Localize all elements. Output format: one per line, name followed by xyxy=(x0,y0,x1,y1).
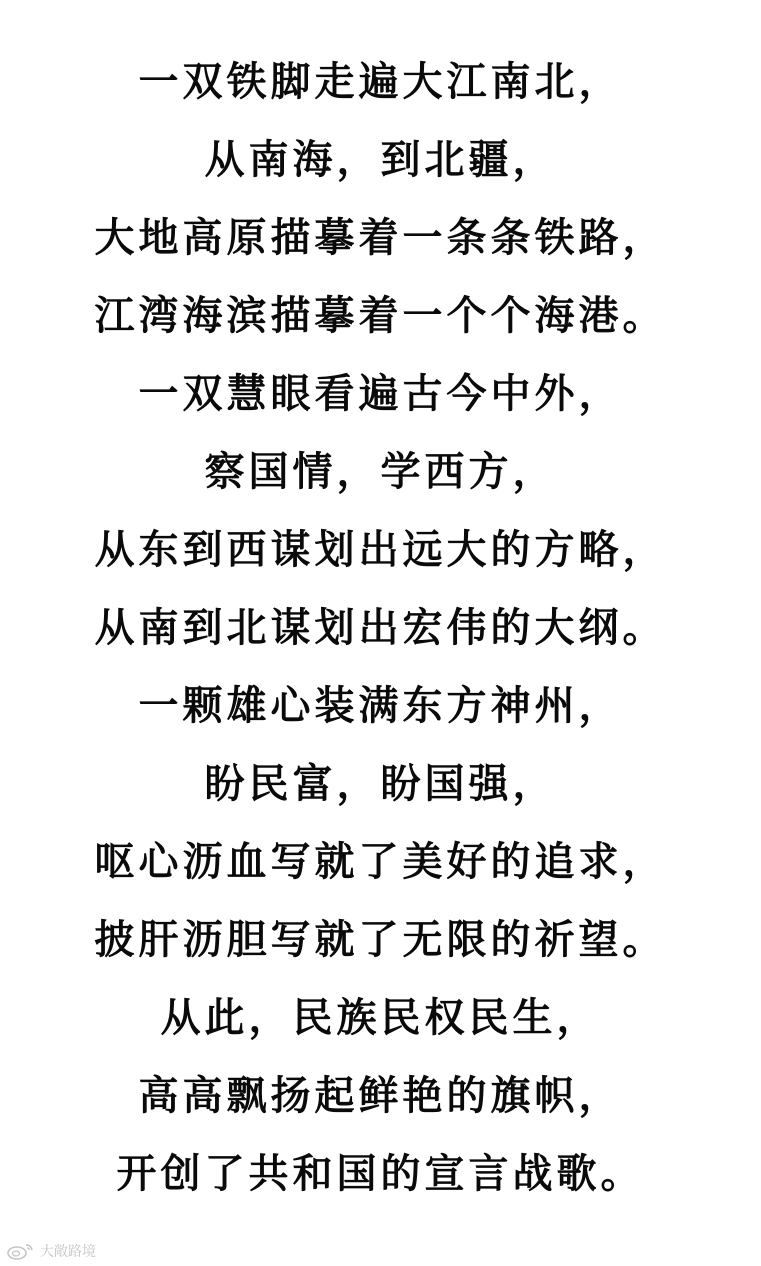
poem-line: 从南海，到北疆， xyxy=(204,136,557,183)
poem-line: 一双慧眼看遍古今中外， xyxy=(138,370,623,417)
poem-line: 从东到西谋划出远大的方略， xyxy=(94,526,667,573)
watermark xyxy=(6,1240,96,1262)
poem-line: 大地高原描摹着一条条铁路， xyxy=(94,214,667,261)
poem-line: 从南到北谋划出宏伟的大纲。 xyxy=(94,604,667,651)
poem-line: 一颗雄心装满东方神州， xyxy=(138,682,623,729)
weibo-logo-icon xyxy=(6,1242,36,1260)
poem-line: 察国情，学西方， xyxy=(204,448,557,495)
poem-line: 高高飘扬起鲜艳的旗帜， xyxy=(138,1072,623,1119)
watermark-text: 大敞路境 xyxy=(40,1244,96,1260)
poem-line: 披肝沥胆写就了无限的祈望。 xyxy=(94,916,667,963)
poem-line: 开创了共和国的宣言战歌。 xyxy=(116,1150,645,1197)
poem-line: 呕心沥血写就了美好的追求， xyxy=(94,838,667,885)
poem-line: 盼民富，盼国强， xyxy=(204,760,557,807)
poem-line: 江湾海滨描摹着一个个海港。 xyxy=(94,292,667,339)
poem-line: 从此，民族民权民生， xyxy=(160,994,601,1041)
poem-line: 一双铁脚走遍大江南北， xyxy=(138,58,623,105)
